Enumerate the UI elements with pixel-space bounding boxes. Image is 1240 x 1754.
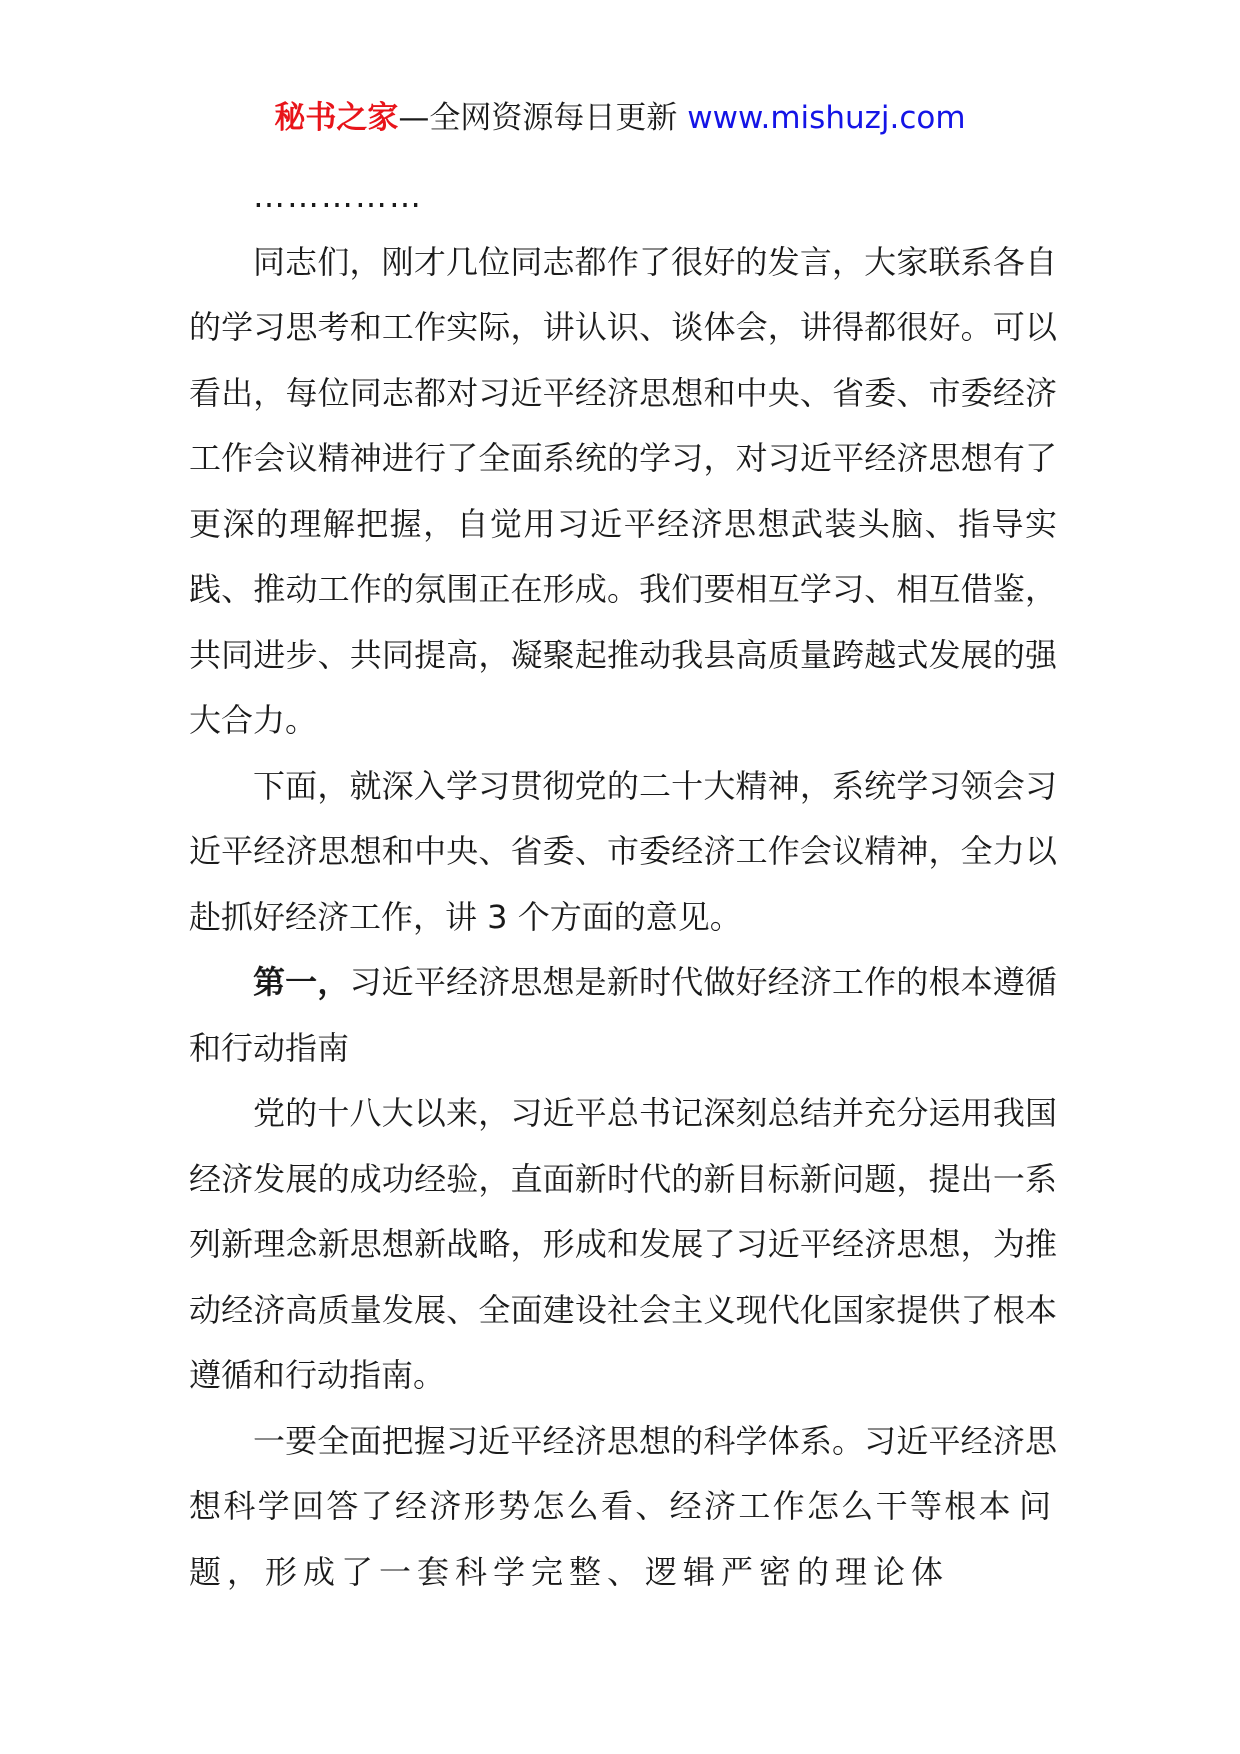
section-heading-1 — [189, 950, 1057, 1081]
page-header — [0, 98, 1240, 138]
section-heading-text: 习近平经济思想是新时代做好经济工作的根本遵循和行动指南 — [189, 963, 1057, 1067]
paragraph-1: 同志们，刚才几位同志都作了很好的发言，大家联系各自的学习思考和工作实际，讲认识、谈体会，讲得都很好。可以看出，每位同志都对习近平经济思想和中央、省委、市委经济工作会议精神进行了全面系统的学习，对习近平经济思想有了更深的理解把握，自觉用习近平经济思想武装头脑、指导实践、推动工作的氛围正在形成。我们要相互学习、相互借鉴，共同进步、共同提高，凝聚起推动我县高质量跨越式发展的强大合力。 — [189, 242, 1057, 739]
paragraph-4-last-line: 本问题，形成了一套科学完整、逻辑严密的理论体 — [189, 1487, 1057, 1591]
header-brand: 秘书之家 — [274, 100, 399, 136]
header-url-link[interactable]: www.mishuzj.com — [687, 100, 966, 136]
paragraph-4-text: 一要全面把握习近平经济思想的科学体系。习近平经济思想科学回答了经济形势怎么看、经济工作怎么干等根 — [189, 1421, 1057, 1525]
section-heading-lead: 第一， — [253, 963, 350, 1001]
ellipsis-line: …………… — [253, 177, 423, 215]
paragraph-2: 下面，就深入学习贯彻党的二十大精神，系统学习领会习近平经济思想和中央、省委、市委经济工作会议精神，全力以赴抓好经济工作，讲 3 个方面的意见。 — [189, 766, 1057, 936]
header-tagline: —全网资源每日更新 — [398, 100, 678, 136]
paragraph-3: 党的十八大以来，习近平总书记深刻总结并充分运用我国经济发展的成功经验，直面新时代的新目标新问题，提出一系列新理念新思想新战略，形成和发展了习近平经济思想，为推动经济高质量发展、全面建设社会主义现代化国家提供了根本遵循和行动指南。 — [189, 1094, 1057, 1394]
paragraph-4 — [189, 1409, 1057, 1606]
document-body — [189, 164, 1057, 1605]
